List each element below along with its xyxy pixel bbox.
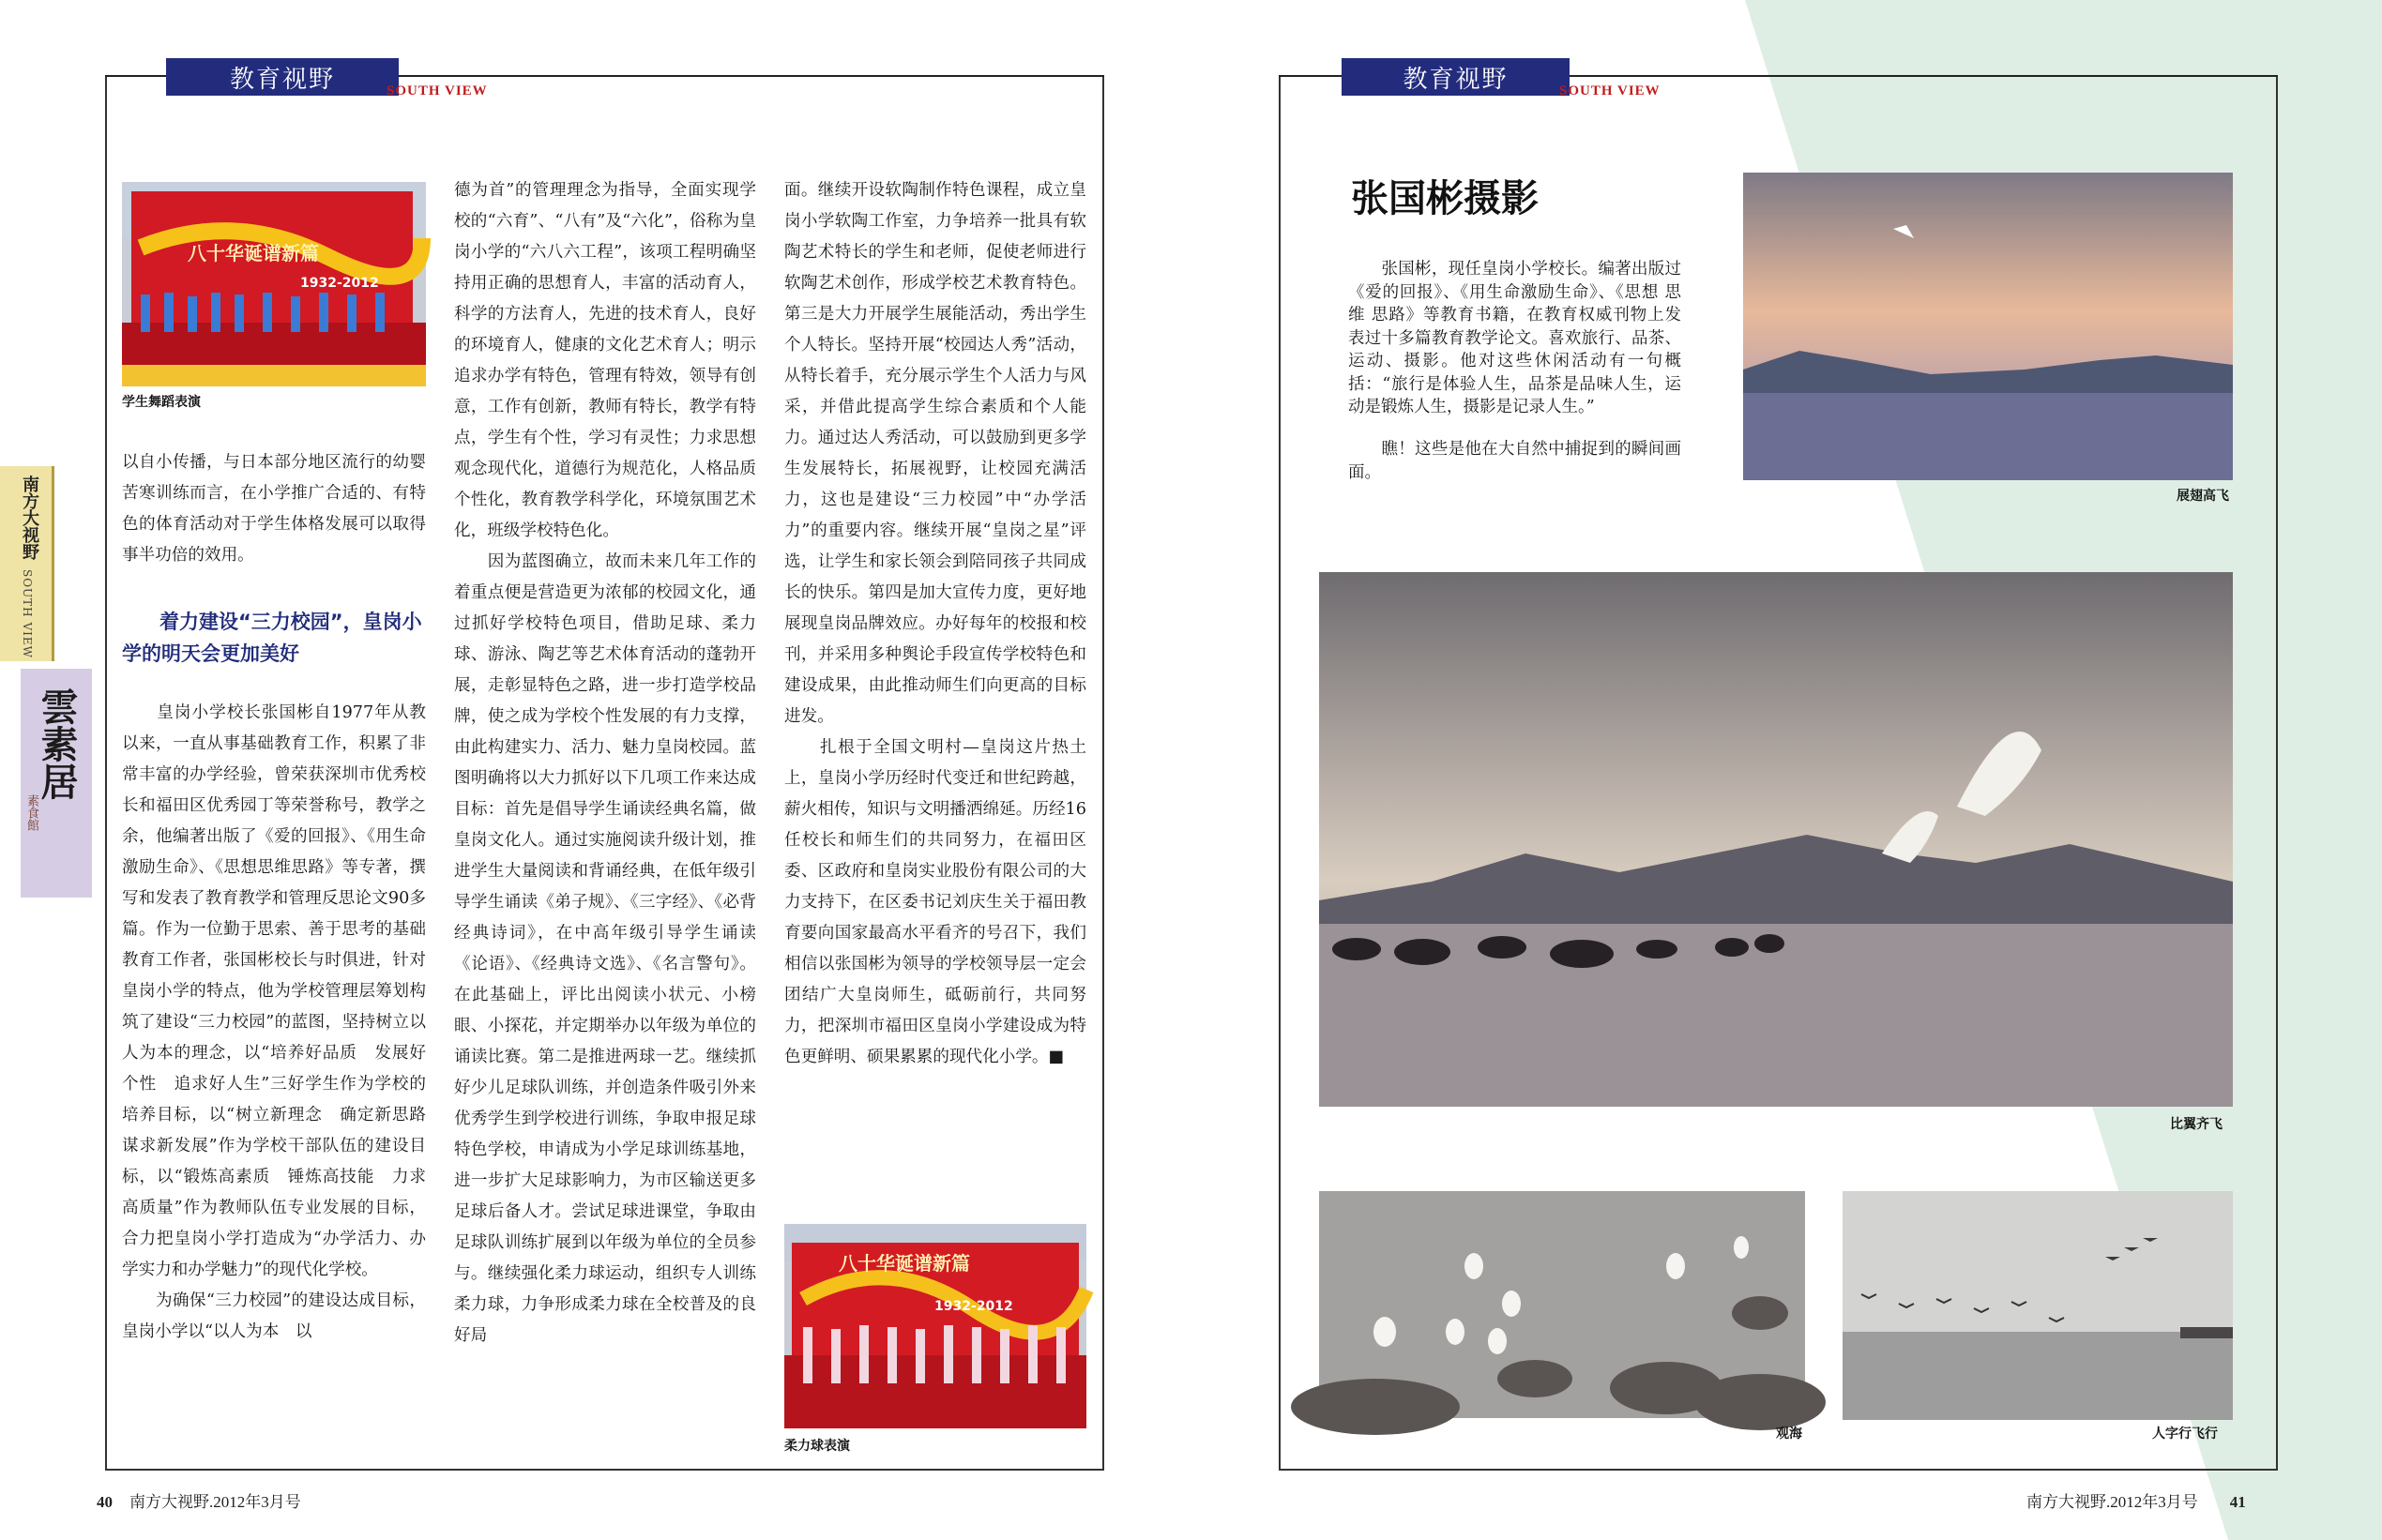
dance-photo-banner: 八十华诞谱新篇 <box>188 242 319 264</box>
right-header-label: 教育视野 <box>1403 65 1509 94</box>
dance-photo-caption: 学生舞蹈表演 <box>122 395 201 410</box>
side-ad <box>21 669 92 898</box>
left-page-number: 40 <box>97 1493 113 1511</box>
left-header-label: 教育视野 <box>229 65 335 94</box>
side-ad-calligraphy: 雲素居 <box>35 687 79 800</box>
photo-title: 张国彬摄影 <box>1351 177 1539 220</box>
right-header-sub: SOUTH VIEW <box>1559 83 1661 98</box>
col1-para2: 皇岗小学校长张国彬自1977年从教以来，一直从事基础教育工作，积累了非常丰富的办学经验，曾荣获深圳市优秀校长和福田区优秀园丁等荣誉称号，教学之余，他编著出版了《爱的回报》、《用生命激励生命》、《思想思维思路》等专著，撰写和发表了教育教学和管理反思论文90多篇。作为一位勤于思索、善于思考的基础教育工作者，张国彬校长与时俱进，针对皇岗小学的特点，他为学校管理层筹划构筑了建设“三力校园”的蓝图，坚持树立以人为本的理念，以“培养好品质 发展好个性 追求好人生”三好学生作为学校的培养目标，以“树立新理念 确定新思路 谋求新发展”作为学校干部队伍的建设目标，以“锻炼高素质 锤炼高技能 力求高质量”作为教师队伍专业发展的目标，合力把皇岗小学打造成为“办学活力、办学实力和办学魅力”的现代化学校。 为确保“三力校园”的建设达成目标，皇岗小学以“以人为本 以 <box>122 703 426 1341</box>
dance-photo-year: 1932-2012 <box>300 276 379 291</box>
left-footer-issue: .2012年3月号 <box>209 1493 301 1511</box>
col1-para1: 以自小传播，与日本部分地区流行的幼婴苦寒训练而言，在小学推广合适的、有特色的体育活动对于学生体格发展可以取得事半功倍的效用。 <box>122 453 426 565</box>
col2-text: 德为首”的管理理念为指导，全面实现学校的“六育”、“八有”及“六化”，俗称为皇岗小学的“六八六工程”，该项工程明确坚持用正确的思想育人，丰富的活动育人，科学的方法育人，先进的技术育人，良好的环境育人，健康的文化艺术育人；明示追求办学有特色，管理有特效，领导有创意，工作有创新，教师有特长，教学有特点，学生有个性，学习有灵性；力求思想观念现代化，道德行为规范化，人格品质个性化，教育教学科学化，环境氛围艺术化，班级学校特色化。 因为蓝图确立，故而未来几年工作的着重点便是营造更为浓郁的校园文化，通过抓好学校特色项目，借助足球、柔力球、游泳、陶艺等艺术体育活动的蓬勃开展，走彰显特色之路，进一步打造学校品牌，使之成为学校个性发展的有力支撑，由此构建实力、活力、魅力皇岗校园。蓝图明确将以大力抓好以下几项工作来达成目标：首先是倡导学生诵读经典名篇，做皇岗文化人。通过实施阅读升级计划，推进学生大量阅读和背诵经典，在低年级引导学生诵读《弟子规》、《三字经》、《必背经典诗词》，在中高年级引导学生诵读《论语》、《经典诗文选》、《名言警句》。在此基础上，评比出阅读小状元、小榜眼、小探花，并定期举办以年级为单位的诵读比赛。第二是推进两球一艺。继续抓好少儿足球队训练，并创造条件吸引外来优秀学生到学校进行训练，争取申报足球特色学校，申请成为小学足球训练基地，进一步扩大足球影响力，为市区输送更多足球后备人才。尝试足球进课堂，争取由足球队训练扩展到以年级为单位的全员参与。继续强化柔力球运动，组织专人训练柔力球，力争形成柔力球在全校普及的良好局 <box>454 181 756 1345</box>
bio-para1: 张国彬，现任皇岗小学校长。编著出版过《爱的回报》、《用生命激励生命》、《思想 思维 思路》等教育书籍，在教育权威刊物上发表过十多篇教育教学论文。喜欢旅行、品茶、运动、摄影。他对这些休闲活动有一句概括：“旅行是体验人生，品茶是品味人生，运动是锻炼人生，摄影是记录人生。” <box>1348 260 1681 416</box>
sunset-photo <box>1743 173 2233 480</box>
rocks-caption: 观海 <box>1776 1427 1802 1442</box>
left-footer <box>97 1488 301 1512</box>
side-tab-sub: SOUTH VIEW <box>21 569 34 658</box>
softball-photo-year: 1932-2012 <box>934 1299 1013 1314</box>
col1-subhead: 着力建设“三力校园”，皇岗小学的明天会更加美好 <box>122 611 422 665</box>
rocks-photo <box>1319 1191 1805 1418</box>
left-footer-magazine: 南方大视野 <box>129 1493 209 1511</box>
right-footer-issue: .2012年3月号 <box>2106 1493 2198 1511</box>
egrets-photo <box>1319 572 2233 1107</box>
egrets-caption: 比翼齐飞 <box>2170 1117 2223 1132</box>
right-header-section <box>1342 58 1570 96</box>
side-tab-brand: 南方大视野 <box>20 476 39 560</box>
sunset-caption: 展翅高飞 <box>2177 489 2229 504</box>
side-tab <box>0 466 54 661</box>
flock-photo <box>1843 1191 2233 1420</box>
softball-photo-caption: 柔力球表演 <box>784 1439 850 1454</box>
left-header-sub: SOUTH VIEW <box>387 83 488 98</box>
right-footer-magazine: 南方大视野 <box>2026 1493 2106 1511</box>
left-header-section <box>166 58 399 96</box>
side-ad-small: 素食館 <box>24 794 38 831</box>
bio-para2: 瞧！这些是他在大自然中捕捉到的瞬间画面。 <box>1348 440 1681 482</box>
softball-photo-banner: 八十华诞谱新篇 <box>839 1252 970 1275</box>
softball-photo <box>784 1224 1086 1428</box>
col3-text: 面。继续开设软陶制作特色课程，成立皇岗小学软陶工作室，力争培养一批具有软陶艺术特长的学生和老师，促使老师进行软陶艺术创作，形成学校艺术教育特色。第三是大力开展学生展能活动，秀出学生个人特长。坚持开展“校园达人秀”活动，从特长着手，充分展示学生个人活力与风采，并借此提高学生综合素质和个人能力。通过达人秀活动，可以鼓励到更多学生发展特长，拓展视野，让校园充满活力，这也是建设“三力校园”中“办学活力”的重要内容。继续开展“皇岗之星”评选，让学生和家长领会到陪同孩子共同成长的快乐。第四是加大宣传力度，更好地展现皇岗品牌效应。办好每年的校报和校刊，并采用多种舆论手段宣传学校特色和建设成果，由此推动师生们向更高的目标进发。 扎根于全国文明村—皇岗这片热土上，皇岗小学历经时代变迁和世纪跨越，薪火相传，知识与文明播洒绵延。历经16任校长和师生们的共同努力，在福田区委、区政府和皇岗实业股份有限公司的大力支持下，在区委书记刘庆生关于福田教育要向国家最高水平看齐的号召下，我们相信以张国彬为领导的学校领导层一定会团结广大皇岗师生，砥砺前行，共同努力，把深圳市福田区皇岗小学建设成为特色更鲜明、硕果累累的现代化小学。■ <box>784 181 1086 1066</box>
dance-photo <box>122 182 426 386</box>
right-page-number: 41 <box>2229 1493 2246 1511</box>
right-footer <box>2026 1488 2246 1512</box>
flock-caption: 人字行飞行 <box>2152 1427 2218 1442</box>
